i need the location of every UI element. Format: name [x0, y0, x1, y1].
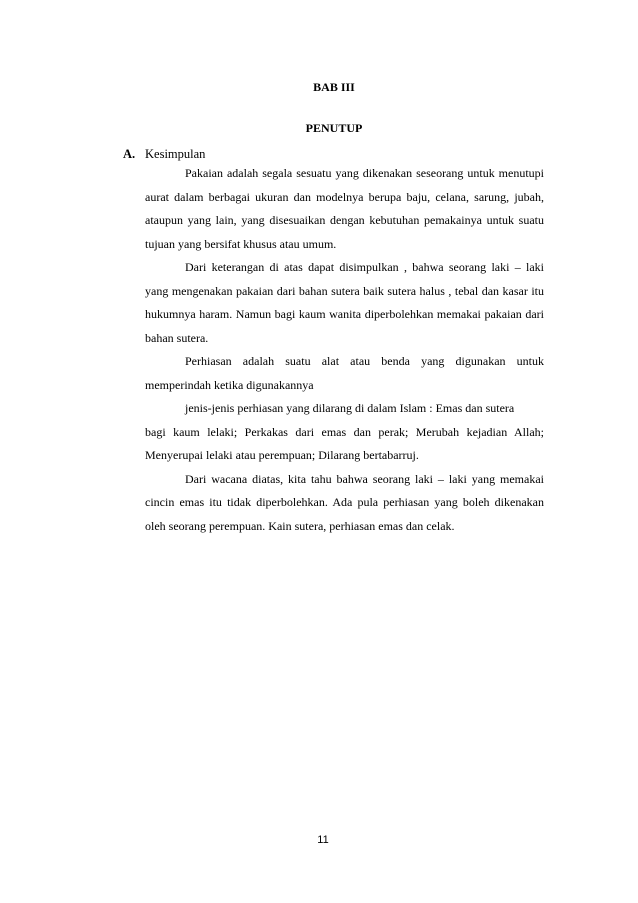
paragraph-prohibited-jewelry-list: bagi kaum lelaki; Perkakas dari emas dan perak; Merubah kejadian Allah; Menyerupai lelaki atau perempuan; Dilarang bertabarruj. — [145, 424, 544, 462]
page-number: 11 — [317, 834, 329, 846]
section-number: A. — [123, 147, 136, 161]
section-heading — [123, 147, 205, 162]
paragraph-conclusion: Dari wacana diatas, kita tahu bahwa seorang laki – laki yang memakai cincin emas itu tidak diperbolehkan. Ada pula perhiasan yang boleh dikenakan oleh seorang perempuan. Kain sutera, perhiasan emas dan celak. — [145, 471, 544, 533]
body-text — [145, 162, 544, 538]
paragraph-definition: Pakaian adalah segala sesuatu yang dikenakan seseorang untuk menutupi aurat dalam berbagai ukuran dan modelnya berupa baju, celana, sarung, jubah, ataupun yang lain, yang disesuaikan dengan kebutuhan pemakainya untuk suatu tujuan yang bersifat khusus atau umum. — [145, 166, 544, 251]
paragraph-prohibited-jewelry-intro: jenis-jenis perhiasan yang dilarang di dalam Islam : Emas dan sutera — [185, 401, 515, 415]
section-title: Kesimpulan — [145, 147, 206, 161]
chapter-heading: BAB III — [313, 80, 355, 94]
chapter-title: PENUTUP — [305, 121, 363, 135]
paragraph-silk-ruling: Dari keterangan di atas dapat disimpulkan , bahwa seorang laki – laki yang mengenakan pakaian dari bahan sutera baik sutera halus , tebal dan kasar itu hukumnya haram. Namun bagi kaum wanita diperbolehkan memakai pakaian dari bahan sutera. — [145, 260, 544, 345]
paragraph-jewelry-definition: Perhiasan adalah suatu alat atau benda yang digunakan untuk memperindah ketika digunakannya — [145, 354, 544, 392]
